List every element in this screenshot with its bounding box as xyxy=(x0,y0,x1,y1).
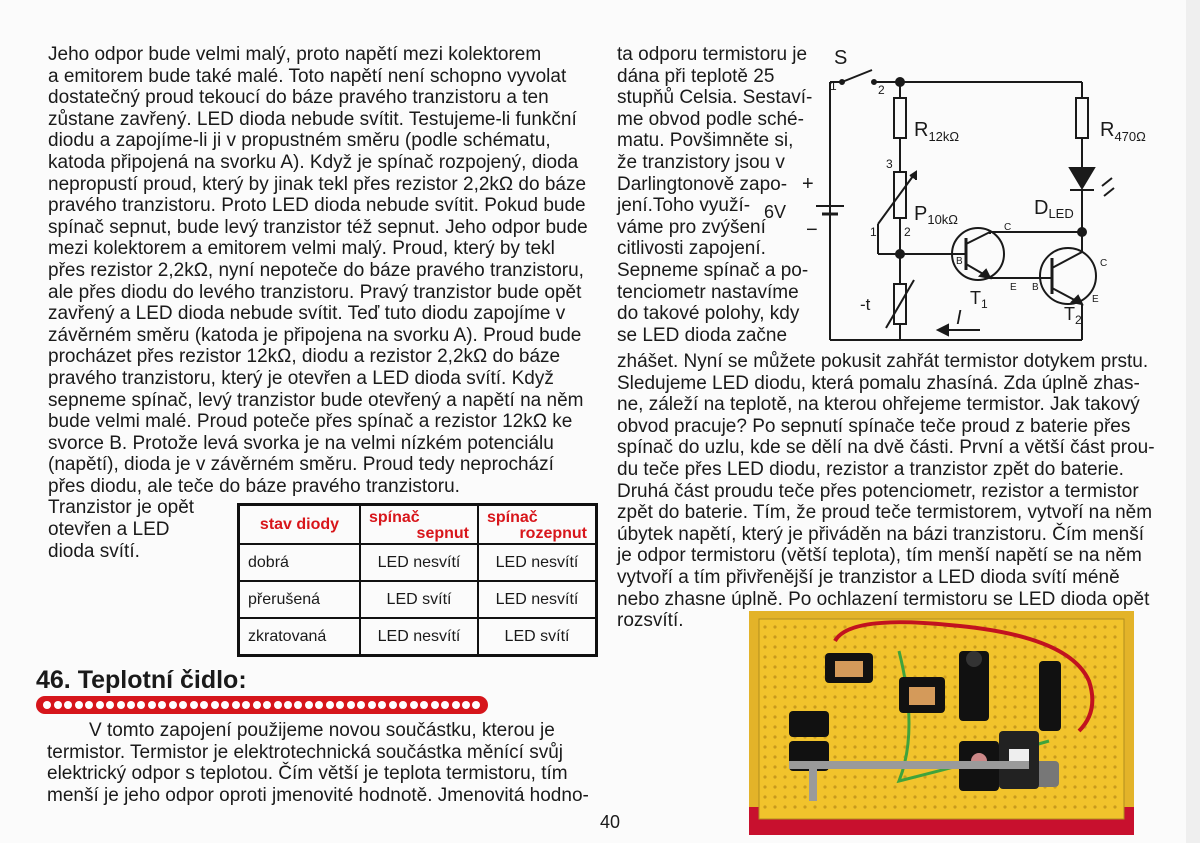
text-line: obvod pracuje? Po sepnutí spínače teče proud z baterie přes xyxy=(617,415,1131,437)
decorative-dot xyxy=(410,701,418,709)
section-title: 46. Teplotní čidlo: xyxy=(36,666,247,694)
pot-pin-2-label: 2 xyxy=(904,225,911,239)
decorative-dot xyxy=(96,701,104,709)
decorative-dot xyxy=(253,701,261,709)
decorative-dot xyxy=(211,701,219,709)
decorative-dot xyxy=(54,701,62,709)
text-line: závěrném směru (katoda je připojena na svorku A). Proud bude xyxy=(48,324,582,346)
text-line: matu. Povšimněte si, xyxy=(617,130,794,152)
text-line: a emitorem bude také malé. Toto napětí není schopno vyvolat xyxy=(48,65,567,87)
text-line: tenciometr nastavíme xyxy=(617,281,799,303)
text-line: otevřen a LED xyxy=(48,519,170,541)
current-label: I xyxy=(956,307,962,329)
text-line: zpět do baterie. Tím, že proud teče termistorem, vytvoří na něm xyxy=(617,502,1153,524)
decorative-dot xyxy=(43,701,51,709)
right-narrow-text xyxy=(617,44,832,346)
decorative-dot xyxy=(336,701,344,709)
node-3-label: 3 xyxy=(886,157,893,171)
text-line: Druhá část proudu teče přes potenciometr, rezistor a termistor xyxy=(617,480,1139,502)
text-line: V tomto zapojení použijeme novou součástku, kterou je xyxy=(89,720,555,741)
decorative-dot xyxy=(305,701,313,709)
text-line: Darlingtonově zapo- xyxy=(617,173,788,195)
led-symbol xyxy=(1070,168,1114,196)
diode-state-table xyxy=(237,503,598,657)
decorative-dot xyxy=(127,701,135,709)
right-wide-text xyxy=(617,351,1177,632)
decorative-dot xyxy=(315,701,323,709)
switch-symbol xyxy=(830,70,876,84)
text-line: me obvod podle sché- xyxy=(617,108,804,130)
section-intro-text xyxy=(47,720,607,806)
t2-collector-label: C xyxy=(1100,258,1108,269)
text-line: dioda svítí. xyxy=(48,540,140,562)
decorative-dot xyxy=(137,701,145,709)
decorative-dot xyxy=(326,701,334,709)
decorative-dot xyxy=(232,701,240,709)
text-line: ne, záleží na teplotě, na kterou ohřejeme termistor. Jak takový xyxy=(617,394,1140,416)
text-line: Sepneme spínač a po- xyxy=(617,259,809,281)
text-line: (napětí), dioda je v závěrném směru. Proud tedy neprochází xyxy=(48,454,554,476)
decorative-dot xyxy=(242,701,250,709)
text-line: nepropustí proud, který by jinak tekl přes rezistor 2,2kΩ do báze xyxy=(48,173,587,195)
text-line: se LED dioda začne xyxy=(617,324,788,346)
decorative-dot xyxy=(64,701,72,709)
text-line: do takové polohy, kdy xyxy=(617,303,800,325)
text-line: že tranzistory jsou v xyxy=(617,151,785,173)
table-row xyxy=(239,618,597,656)
switch-pin-1: 1 xyxy=(830,79,837,93)
text-line: stupňů Celsia. Sestaví- xyxy=(617,87,813,109)
text-line: pravého tranzistoru. Proto LED dioda nebude svítit. Pokud bude xyxy=(48,195,586,217)
decorative-dot xyxy=(420,701,428,709)
page-number: 40 xyxy=(600,812,621,832)
t1-emitter-label: E xyxy=(1010,282,1017,293)
t1-collector-label: C xyxy=(1004,222,1012,233)
text-line: procházet přes rezistor 12kΩ, diodu a rezistor 2,2kΩ do báze xyxy=(48,346,561,368)
text-line: nebo zhasne úplně. Po ochlazení termistoru se LED dioda opět xyxy=(617,588,1150,610)
decorative-dot xyxy=(117,701,125,709)
text-line: dána při teplotě 25 xyxy=(617,65,775,87)
decorative-dot xyxy=(190,701,198,709)
text-line: citlivosti zapojení. xyxy=(617,238,766,260)
table-header-cell: spínač sepnut xyxy=(360,505,478,545)
decorative-dot xyxy=(179,701,187,709)
text-line: menší je jeho odpor oproti jmenovité hodnotě. Jmenovitá hodno- xyxy=(47,784,589,806)
decorative-dot xyxy=(274,701,282,709)
text-line: termistor. Termistor je elektrotechnická součástka měnící svůj xyxy=(47,741,564,763)
table-cell: LED nesvítí xyxy=(478,544,597,581)
decorative-dot xyxy=(368,701,376,709)
r470-label: $R_{470\Omega}$ xyxy=(1100,119,1146,144)
thermistor-label: -t xyxy=(860,295,871,314)
battery-voltage: 6V xyxy=(764,202,787,222)
table-cell: přerušená xyxy=(239,581,361,618)
switch-label: S xyxy=(834,47,848,69)
text-line: du teče přes LED diodu, rezistor a tranzistor zpět do baterie. xyxy=(617,458,1124,480)
decorative-dot xyxy=(221,701,229,709)
text-line: bude velmi malé. Proud poteče přes spínač a rezistor 12kΩ ke xyxy=(48,411,573,433)
decorative-dot xyxy=(357,701,365,709)
text-line: spínač do uzlu, kde se dělí na dvě části. První a větší část prou- xyxy=(617,437,1155,459)
text-line: zůstane zavřený. LED dioda nebude svítit. Testujeme-li funkční xyxy=(48,108,577,130)
text-line: váme pro zvýšení xyxy=(617,216,766,238)
decorative-dot xyxy=(462,701,470,709)
table-row xyxy=(239,544,597,581)
circuit-board-photo xyxy=(749,611,1134,835)
pot-pin-1-label: 1 xyxy=(870,225,877,239)
text-line: elektrický odpor s teplotou. Čím větší je teplota termistoru, tím xyxy=(47,763,568,785)
table-cell: LED nesvítí xyxy=(478,581,597,618)
text-line: Tranzistor je opět xyxy=(48,497,195,519)
text-line: Sledujeme LED diodu, která pomalu zhasíná. Zda úplně zhas- xyxy=(617,372,1140,394)
text-line: je odpor termistoru (větší teplota), tím menší napětí se na něm xyxy=(617,545,1142,567)
r12k-resistor xyxy=(894,98,906,138)
text-line: Jeho odpor bude velmi malý, proto napětí mezi kolektorem xyxy=(48,44,542,65)
decorative-dot xyxy=(389,701,397,709)
text-line: dostatečný proud tekoucí do báze pravého tranzistoru a ten xyxy=(48,87,549,109)
text-line: mezi kolektorem a emitorem velmi malý. Proud, který by tekl xyxy=(48,238,555,260)
text-line: ale přes diodu do levého tranzistoru. Pravý tranzistor bude opět xyxy=(48,281,582,303)
t2-emitter-label: E xyxy=(1092,294,1099,305)
table-cell: LED nesvítí xyxy=(360,618,478,656)
battery-minus-sign: − xyxy=(806,219,818,241)
table-cell: LED svítí xyxy=(360,581,478,618)
decorative-dot xyxy=(347,701,355,709)
decorative-dot xyxy=(148,701,156,709)
decorative-dot xyxy=(378,701,386,709)
text-line: přes rezistor 2,2kΩ, nyní nepoteče do báze pravého tranzistoru, xyxy=(48,259,584,281)
text-line: spínač sepnut, bude levý tranzistor též sepnut. Jeho odpor bude xyxy=(48,216,588,238)
text-line: zhášet. Nyní se můžete pokusit zahřát termistor dotykem prstu. xyxy=(617,351,1149,372)
text-line: svorce B. Protože levá svorka je na velmi nízkém potenciálu xyxy=(48,432,554,454)
t2-label: $T_2$ xyxy=(1064,304,1082,327)
t1-label: $T_1$ xyxy=(970,288,988,311)
text-line: přes diodu, ale teče do báze pravého tranzistoru. xyxy=(48,475,460,497)
table-cell: LED svítí xyxy=(478,618,597,656)
text-line: katoda připojená na svorku A). Když je spínač rozpojený, dioda xyxy=(48,151,579,173)
page-edge xyxy=(1186,0,1200,843)
decorative-dot xyxy=(75,701,83,709)
text-line: pravého tranzistoru, který je otevřen a LED dioda svítí. Když xyxy=(48,367,554,389)
text-line: zavřený a LED dioda nebude svítit. Teď tuto diodu zapojíme v xyxy=(48,303,566,325)
table-row xyxy=(239,581,597,618)
text-line: vytvoří a tím přivřenější je tranzistor a LED dioda svítí méně xyxy=(617,566,1120,588)
switch-pin-2: 2 xyxy=(878,83,885,97)
decorative-dot xyxy=(452,701,460,709)
decorative-dot xyxy=(472,701,480,709)
potentiometer-label: $P_{10k\Omega}$ xyxy=(914,203,959,227)
battery-plus-sign: + xyxy=(802,173,814,195)
led-label: $D_{LED}$ xyxy=(1034,197,1074,221)
junction-dot xyxy=(1078,228,1086,236)
decorative-dot xyxy=(169,701,177,709)
text-line: jení.Toho využí- xyxy=(617,195,751,217)
table-header-row xyxy=(239,505,597,545)
decorative-dot xyxy=(441,701,449,709)
decorative-dot xyxy=(294,701,302,709)
t2-base-label: B xyxy=(1032,282,1039,293)
table-cell: LED nesvítí xyxy=(360,544,478,581)
text-line: sepneme spínač, levý tranzistor bude otevřený a napětí na něm xyxy=(48,389,584,411)
decorative-dot xyxy=(284,701,292,709)
r470-resistor xyxy=(1076,98,1088,138)
table-cell: dobrá xyxy=(239,544,361,581)
decorative-dot-bar xyxy=(36,696,488,714)
text-line: ta odporu termistoru je xyxy=(617,44,808,65)
decorative-dot xyxy=(431,701,439,709)
decorative-dot xyxy=(399,701,407,709)
t1-base-label: B xyxy=(956,256,963,267)
text-line: úbytek napětí, který je přiváděn na bázi tranzistoru. Čím menší xyxy=(617,523,1144,545)
decorative-dot xyxy=(85,701,93,709)
text-line: rozsvítí. xyxy=(617,610,684,632)
table-header-cell: spínač rozepnut xyxy=(478,505,597,545)
left-body-text xyxy=(48,44,603,562)
thermistor-circuit-diagram xyxy=(764,40,1170,345)
r12k-label: $R_{12k\Omega}$ xyxy=(914,119,960,144)
decorative-dot xyxy=(200,701,208,709)
decorative-dot xyxy=(263,701,271,709)
text-line: diodu a zapojíme-li ji v propustném směru (podle schématu, xyxy=(48,130,551,152)
decorative-dot xyxy=(106,701,114,709)
table-cell: zkratovaná xyxy=(239,618,361,656)
table-header-cell: stav diody xyxy=(239,505,361,545)
decorative-dot xyxy=(158,701,166,709)
